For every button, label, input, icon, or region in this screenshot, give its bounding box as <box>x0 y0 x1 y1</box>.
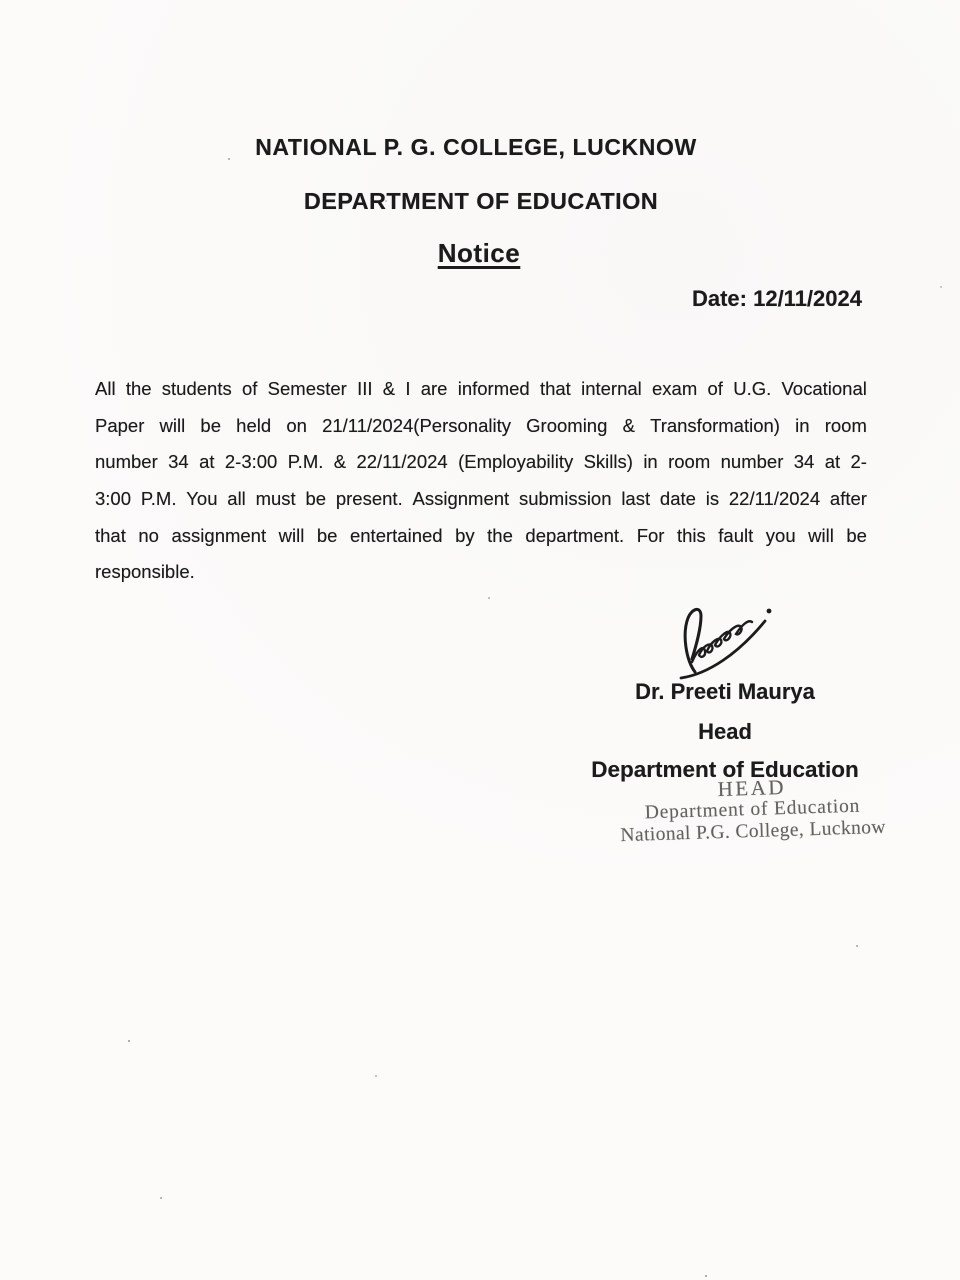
body-line: that no assignment will be entertained by the department. For this fault you will be <box>95 524 867 546</box>
office-stamp <box>599 773 906 847</box>
college-name: NATIONAL P. G. COLLEGE, LUCKNOW <box>255 134 697 160</box>
signatory-name: Dr. Preeti Maurya <box>635 679 815 704</box>
scan-noise <box>0 0 2 2</box>
body-line: 3:00 P.M. You all must be present. Assignment submission last date is 22/11/2024 after <box>95 488 867 510</box>
notice-body <box>95 371 867 591</box>
body-line: Paper will be held on 21/11/2024(Personality Grooming & Transformation) in room <box>95 414 867 436</box>
stamp-head-text: HEAD <box>717 774 787 802</box>
stamp-department-text: Department of Education <box>644 795 861 824</box>
body-line: All the students of Semester III & I are informed that internal exam of U.G. Vocational <box>95 378 867 400</box>
body-line: responsible. <box>95 560 195 582</box>
notice-date: Date: 12/11/2024 <box>691 286 862 311</box>
signatory-department: Department of Education <box>591 757 859 782</box>
body-line: number 34 at 2-3:00 P.M. & 22/11/2024 (Employability Skills) in room number 34 at 2- <box>95 451 867 473</box>
signatory-title: Head <box>698 719 752 744</box>
notice-heading <box>0 238 958 269</box>
stamp-college-text: National P.G. College, Lucknow <box>620 816 887 846</box>
department-name: DEPARTMENT OF EDUCATION <box>303 188 659 214</box>
notice-heading-text: Notice <box>437 238 521 268</box>
handwritten-signature <box>672 598 790 686</box>
signature-icon <box>672 598 790 686</box>
